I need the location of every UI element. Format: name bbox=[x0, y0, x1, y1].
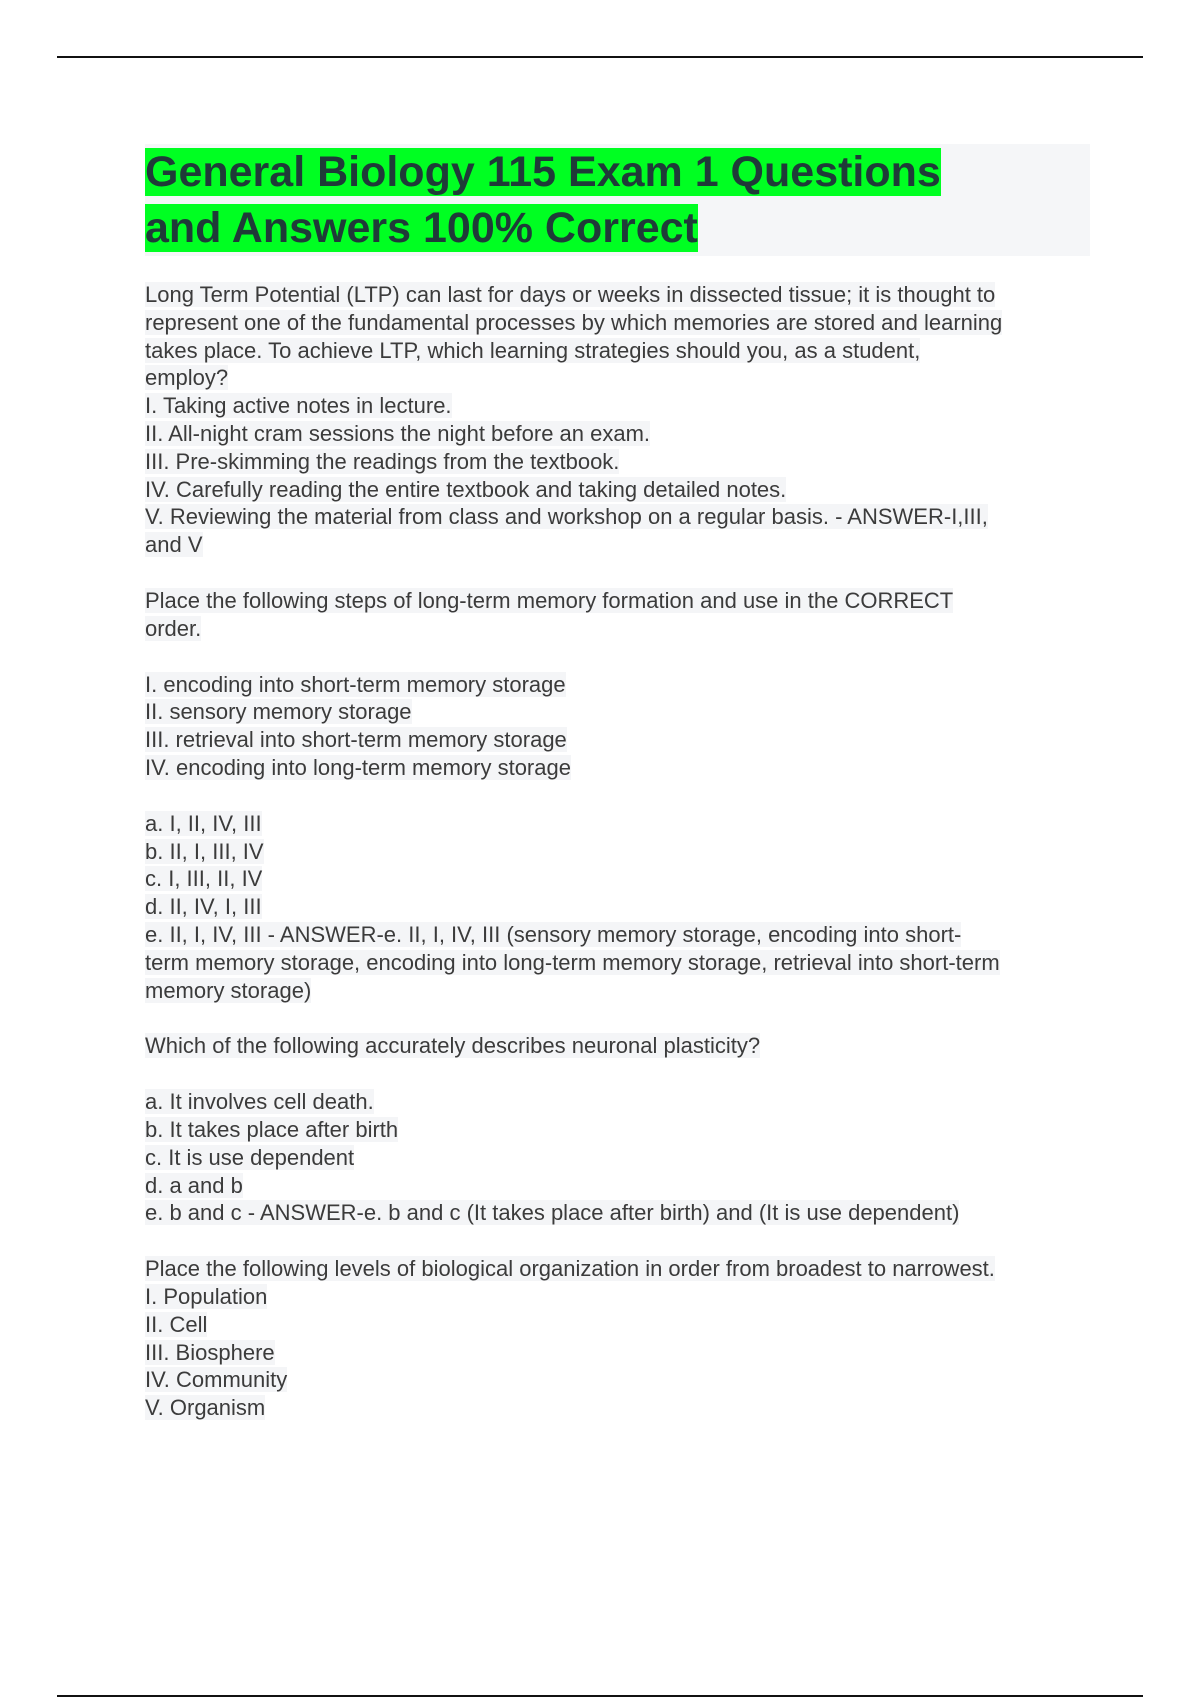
answer-line: V. Reviewing the material from class and workshop on a regular basis. - ANSWER-I,III, bbox=[145, 504, 988, 530]
option-item: c. It is use dependent bbox=[145, 1144, 355, 1170]
title-line: and Answers 100% Correct bbox=[145, 204, 698, 252]
list-item: II. sensory memory storage bbox=[145, 699, 412, 725]
spacer bbox=[145, 1060, 1090, 1088]
list-item: II. Cell bbox=[145, 1311, 208, 1337]
question-text-line: employ? bbox=[145, 365, 229, 391]
answer-line: term memory storage, encoding into long-term memory storage, retrieval into short-term bbox=[145, 949, 1000, 975]
list-item: II. All-night cram sessions the night before an exam. bbox=[145, 420, 651, 446]
option-item: d. a and b bbox=[145, 1172, 243, 1198]
page-title bbox=[145, 144, 1090, 256]
spacer bbox=[145, 643, 1090, 671]
option-item: a. It involves cell death. bbox=[145, 1089, 374, 1115]
bottom-rule bbox=[57, 1695, 1143, 1697]
top-rule bbox=[57, 56, 1143, 58]
list-item: I. Taking active notes in lecture. bbox=[145, 393, 452, 419]
document-title bbox=[145, 144, 1090, 256]
option-item: c. I, III, II, IV bbox=[145, 866, 263, 892]
question-text-line: Place the following levels of biological organization in order from broadest to narrowest. bbox=[145, 1256, 995, 1282]
option-item: b. II, I, III, IV bbox=[145, 838, 264, 864]
question-biological-organization bbox=[145, 1255, 1090, 1422]
spacer bbox=[145, 782, 1090, 810]
answer-line: and V bbox=[145, 532, 203, 558]
title-line: General Biology 115 Exam 1 Questions bbox=[145, 148, 941, 196]
list-item: V. Organism bbox=[145, 1395, 266, 1421]
question-memory-steps bbox=[145, 587, 1090, 1004]
list-item: III. Biosphere bbox=[145, 1339, 275, 1365]
option-item: d. II, IV, I, III bbox=[145, 894, 262, 920]
answer-line: e. b and c - ANSWER-e. b and c (It takes place after birth) and (It is use dependent) bbox=[145, 1200, 960, 1226]
list-item: III. retrieval into short-term memory storage bbox=[145, 727, 567, 753]
option-item: a. I, II, IV, III bbox=[145, 810, 262, 836]
list-item: IV. Community bbox=[145, 1367, 288, 1393]
list-item: I. encoding into short-term memory storage bbox=[145, 671, 566, 697]
list-item: IV. encoding into long-term memory storage bbox=[145, 754, 571, 780]
question-text-line: order. bbox=[145, 615, 202, 641]
question-text-line: Long Term Potential (LTP) can last for days or weeks in dissected tissue; it is thought to bbox=[145, 282, 996, 307]
answer-line: e. II, I, IV, III - ANSWER-e. II, I, IV, III (sensory memory storage, encoding into short- bbox=[145, 921, 962, 947]
question-text-line: takes place. To achieve LTP, which learning strategies should you, as a student, bbox=[145, 337, 921, 363]
list-item: I. Population bbox=[145, 1283, 268, 1309]
question-text-line: represent one of the fundamental processes by which memories are stored and learning bbox=[145, 309, 1003, 335]
document-body bbox=[145, 144, 1090, 1450]
question-text-line: Place the following steps of long-term memory formation and use in the CORRECT bbox=[145, 587, 954, 613]
answer-line: memory storage) bbox=[145, 977, 312, 1003]
list-item: IV. Carefully reading the entire textbook and taking detailed notes. bbox=[145, 476, 787, 502]
list-item: III. Pre-skimming the readings from the textbook. bbox=[145, 448, 620, 474]
question-neuronal-plasticity bbox=[145, 1032, 1090, 1227]
question-text-line: Which of the following accurately describes neuronal plasticity? bbox=[145, 1033, 761, 1059]
option-item: b. It takes place after birth bbox=[145, 1116, 399, 1142]
question-ltp bbox=[145, 281, 1090, 559]
